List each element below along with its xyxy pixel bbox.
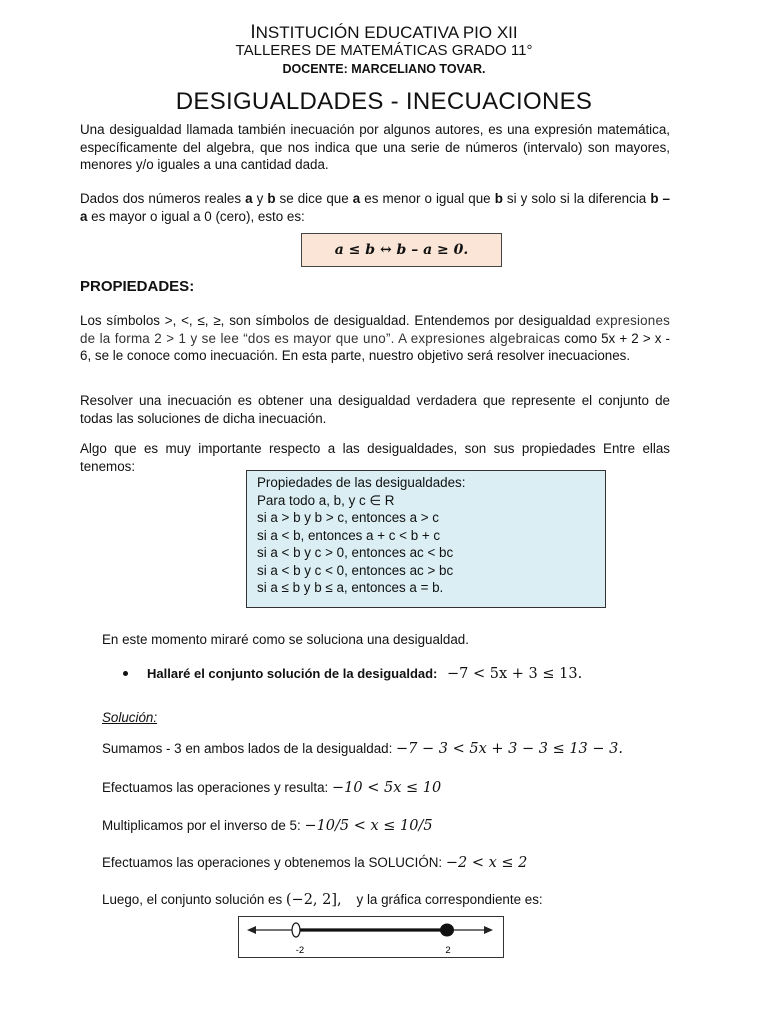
institution-rest: NSTITUCIÓN EDUCATIVA PIO XII xyxy=(255,23,518,42)
step-text: Multiplicamos por el inverso de 5: xyxy=(102,818,305,833)
institution-initial: I xyxy=(250,22,256,43)
step-math: −2 < x ≤ 2 xyxy=(445,855,528,871)
def-text-5: si y solo si la diferencia xyxy=(502,191,651,206)
property-line: si a ≤ b y b ≤ a, entonces a = b. xyxy=(257,580,444,595)
step-text: Efectuamos las operaciones y resulta: xyxy=(102,780,332,795)
property-line: Propiedades de las desigualdades: xyxy=(257,475,466,490)
teacher-line: DOCENTE: MARCELIANO TOVAR. xyxy=(282,62,486,76)
def-b-minus-a: b – a xyxy=(80,191,670,224)
open-endpoint-icon xyxy=(292,923,300,937)
property-line: si a < b y c > 0, entonces ac < bc xyxy=(257,545,454,560)
property-line: si a < b y c < 0, entonces ac > bc xyxy=(257,562,454,578)
number-line-graph xyxy=(239,917,503,957)
bullet-text: Hallaré el conjunto solución de la desigualdad: xyxy=(147,666,438,681)
intro-paragraph: Una desigualdad llamada también inecuación por algunos autores, es una expresión matemática, específicamente del algebra, que nos indica que una serie de números (intervalo) son mayores, menores y/o iguales a una cantidad dada. xyxy=(80,122,670,172)
step-math: −10 < 5x ≤ 10 xyxy=(332,780,442,796)
step-3 xyxy=(102,818,433,834)
workshop-title: TALLERES DE MATEMÁTICAS GRADO 11° xyxy=(235,42,533,59)
moment-text: En este momento miraré como se soluciona una desigualdad. xyxy=(102,632,469,647)
definition-paragraph xyxy=(80,190,670,225)
step-math: −7 − 3 < 5x + 3 − 3 ≤ 13 − 3. xyxy=(396,741,623,757)
solution-label: Solución: xyxy=(102,710,158,725)
symbols-line-1: Los símbolos >, <, ≤, ≥, son símbolos de desigualdad. Entendemos por desigualdad xyxy=(80,313,591,328)
def-var-b2: b xyxy=(494,191,503,206)
step-4 xyxy=(102,855,527,871)
left-tick-label: -2 xyxy=(295,945,305,956)
property-line: si a < b, entonces a + c < b + c xyxy=(257,527,441,543)
step-1 xyxy=(102,741,623,757)
closed-endpoint-icon xyxy=(440,924,454,937)
step-math: −10/5 < x ≤ 10/5 xyxy=(304,818,433,834)
number-line-box xyxy=(238,916,504,958)
section-title: PROPIEDADES: xyxy=(80,278,195,295)
symbols-line-2: expresiones de la forma 2 > 1 y se lee “dos es mayor que uno”. A expresiones algebraicas xyxy=(80,313,670,346)
property-line: si a > b y b > c, entonces a > c xyxy=(257,510,439,525)
bullet-dot-icon xyxy=(123,671,128,676)
def-var-a: a xyxy=(245,191,253,206)
conclusion-text-2: y la gráfica correspondiente es: xyxy=(341,892,543,907)
def-text-6: es mayor o igual a 0 (cero), esto es: xyxy=(87,208,305,224)
def-text-2: y xyxy=(252,191,268,206)
institution-name xyxy=(0,22,768,44)
solve-paragraph: Resolver una inecuación es obtener una desigualdad verdadera que represente el conjunto de todas las soluciones de dicha inecuación. xyxy=(80,393,670,426)
right-tick-label: 2 xyxy=(445,945,451,956)
properties-box xyxy=(246,470,606,608)
def-var-a2: a xyxy=(352,191,361,206)
conclusion-math: (−2, 2], xyxy=(285,892,342,908)
conclusion xyxy=(102,892,543,908)
def-var-b: b xyxy=(267,191,276,206)
step-text: Efectuamos las operaciones y obtenemos la SOLUCIÓN: xyxy=(102,855,446,870)
important-paragraph: Algo que es muy importante respecto a las desigualdades, son sus propiedades Entre ellas tenemos: xyxy=(80,441,670,474)
bullet-item xyxy=(125,666,582,682)
symbols-paragraph xyxy=(80,312,670,365)
bullet-math: −7 < 5x + 3 ≤ 13. xyxy=(447,666,583,682)
def-text-3: se dice que xyxy=(275,191,353,206)
symbols-line-3: como 5x + 2 > x - 6, se le conoce como inecuación. En esta parte, nuestro objetivo será resolver inecuaciones. xyxy=(80,330,670,363)
conclusion-text-1: Luego, el conjunto solución es xyxy=(102,892,286,907)
property-line: Para todo a, b, y c ∈ R xyxy=(257,492,395,508)
right-arrow-icon xyxy=(484,926,493,934)
left-arrow-icon xyxy=(247,926,256,934)
formula-box: a ≤ b ↔ b – a ≥ 0. xyxy=(301,233,502,267)
def-text-4: es menor o igual que xyxy=(360,191,495,206)
def-text-1: Dados dos números reales xyxy=(80,191,246,206)
step-text: Sumamos - 3 en ambos lados de la desigualdad: xyxy=(102,741,397,756)
step-2 xyxy=(102,780,441,796)
page-title: DESIGUALDADES - INECUACIONES xyxy=(175,88,593,115)
